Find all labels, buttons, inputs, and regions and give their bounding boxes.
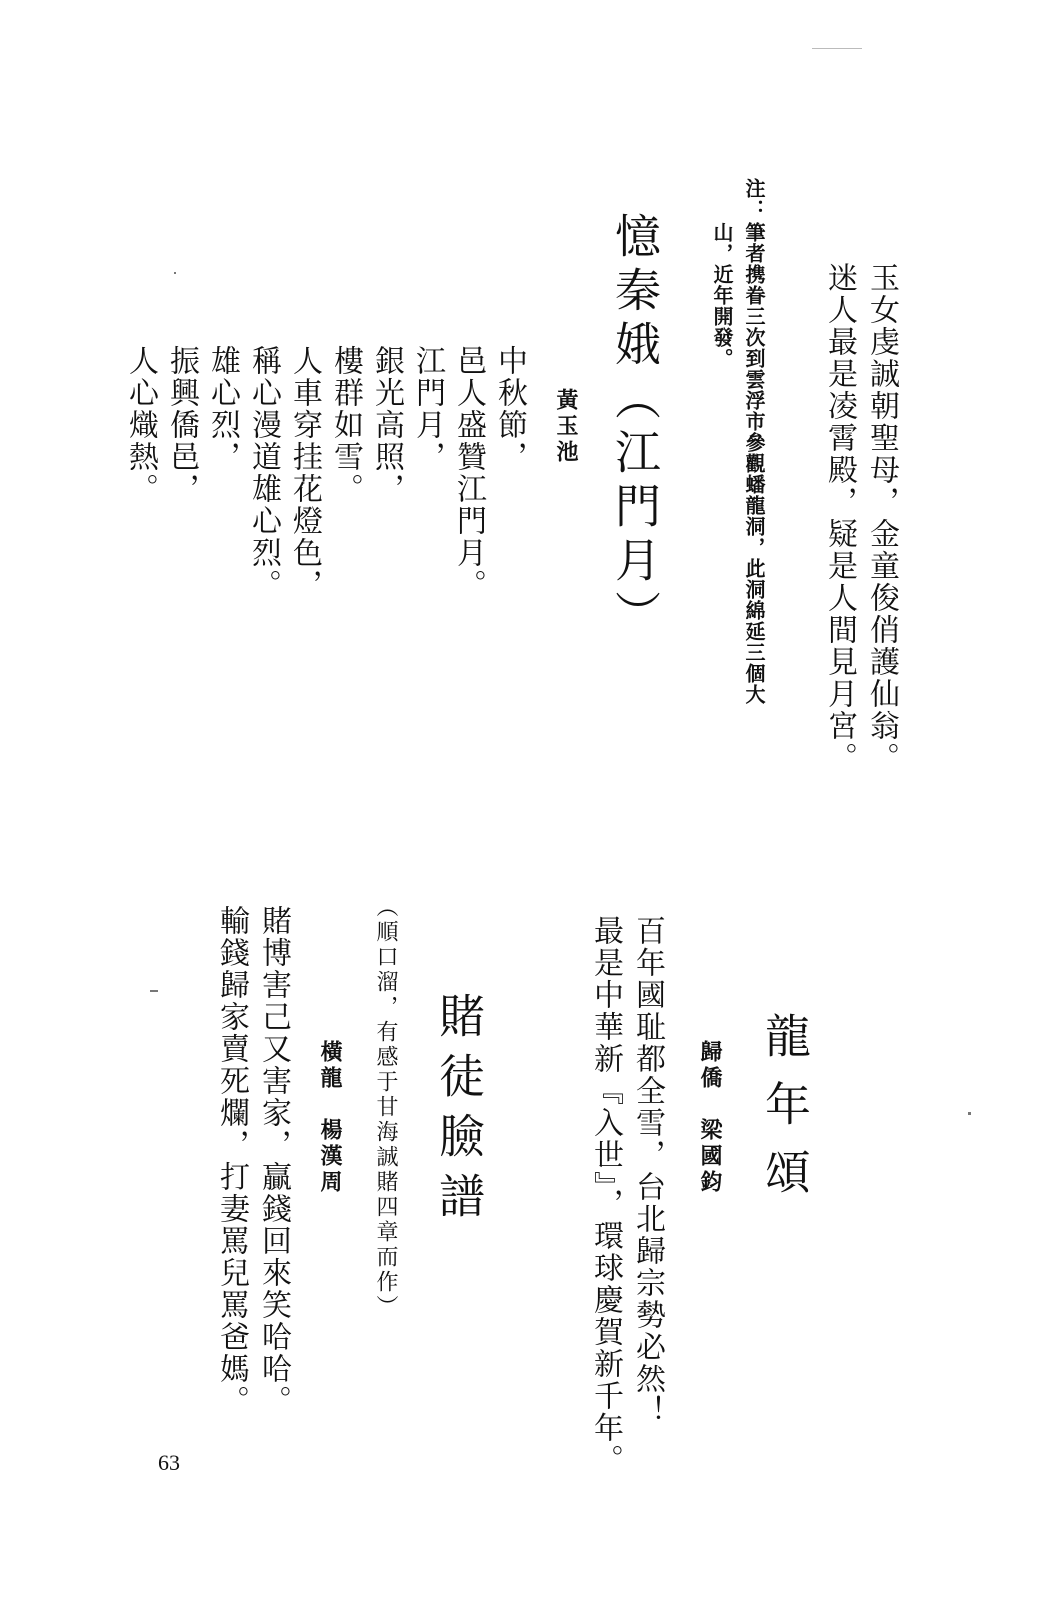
poem4-line-2: 輸錢歸家賣死爛，打妻罵兒罵爸媽。 — [214, 905, 249, 1417]
poem2-line-10: 人心熾熱。 — [123, 345, 158, 505]
poem2-title: 憶秦娥（江門月） — [608, 212, 662, 644]
poem2-line-6: 人車穿挂花燈色， — [287, 345, 322, 601]
scan-speck — [968, 1112, 971, 1115]
poem3-title: 龍年頌 — [758, 1012, 812, 1216]
poem2-line-4: 銀光高照， — [369, 345, 404, 505]
scan-speck — [812, 48, 862, 49]
note-line-1: 筆者携眷三次到雲浮市參觀蟠龍洞，此洞綿延三個大 — [742, 222, 766, 705]
poem3-author: 歸僑 梁國鈞 — [697, 1040, 722, 1196]
poem3-line-2: 最是中華新『入世』，環球慶賀新千年。 — [588, 915, 623, 1476]
poem2-line-1: 中秋節， — [492, 345, 527, 473]
poem2-line-7: 稱心漫道雄心烈。 — [246, 345, 281, 601]
poem2-line-8: 雄心烈， — [205, 345, 240, 473]
poem3-line-1: 百年國耻都全雪，台北歸宗勢必然！ — [630, 915, 665, 1427]
note-label: 注： — [742, 178, 766, 220]
poem2-line-9: 振興僑邑， — [164, 345, 199, 505]
poem2-line-5: 樓群如雪。 — [328, 345, 363, 505]
poem1-line-1: 玉女虔誠朝聖母，金童俊俏護仙翁。 — [864, 262, 899, 774]
scan-speck — [174, 272, 176, 274]
poem2-author: 黃玉池 — [553, 388, 578, 466]
page-number: 63 — [158, 1450, 180, 1475]
poem2-line-2: 邑人盛贊江門月。 — [451, 345, 486, 601]
poem1-line-2: 迷人最是凌霄殿，疑是人間見月宮。 — [822, 262, 857, 774]
poem2-line-3: 江門月， — [410, 345, 445, 473]
note-line-2: 山，近年開發。 — [710, 222, 734, 369]
poem4-title: 賭徒臉譜 — [432, 992, 486, 1232]
scan-speck — [150, 990, 158, 992]
poem4-author: 橫龍 楊漢周 — [317, 1040, 342, 1196]
poem4-line-1: 賭博害己又害家，贏錢回來笑哈哈。 — [256, 905, 291, 1417]
poem4-subtitle: （順口溜，有感于甘海誠賭四章而作） — [373, 895, 398, 1320]
